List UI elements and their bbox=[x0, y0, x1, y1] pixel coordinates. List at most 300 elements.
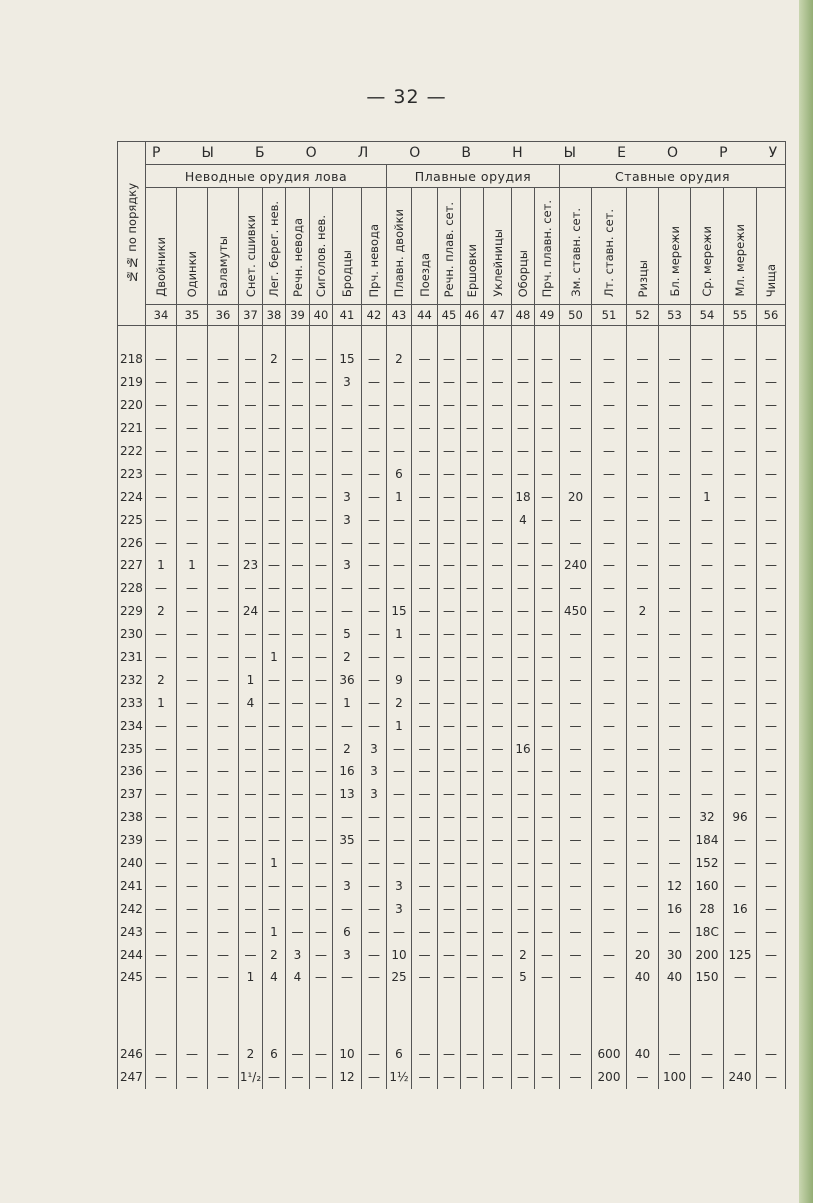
table-cell: — bbox=[592, 554, 627, 577]
table-cell: — bbox=[724, 485, 757, 508]
table-cell: — bbox=[362, 966, 387, 989]
table-cell: — bbox=[627, 783, 659, 806]
table-cell: — bbox=[310, 1066, 333, 1089]
table-cell: — bbox=[286, 852, 310, 875]
table-cell: — bbox=[387, 783, 412, 806]
row-number: 246 bbox=[118, 1043, 146, 1066]
table-cell: — bbox=[757, 600, 786, 623]
table-cell: — bbox=[362, 508, 387, 531]
table-cell: — bbox=[659, 394, 691, 417]
table-cell: — bbox=[286, 806, 310, 829]
table-cell: — bbox=[177, 691, 208, 714]
table-cell: — bbox=[560, 577, 592, 600]
table-cell: — bbox=[659, 920, 691, 943]
table-cell: — bbox=[724, 668, 757, 691]
table-cell: — bbox=[592, 577, 627, 600]
table-cell: 3 bbox=[333, 943, 362, 966]
table-cell: 240 bbox=[560, 554, 592, 577]
table-cell: — bbox=[438, 577, 461, 600]
table-cell: — bbox=[535, 646, 560, 669]
table-cell: — bbox=[208, 966, 239, 989]
column-header: Бродцы bbox=[333, 188, 362, 305]
table-cell: — bbox=[362, 829, 387, 852]
table-cell: — bbox=[412, 1066, 438, 1089]
table-cell: — bbox=[146, 783, 177, 806]
table-cell: — bbox=[535, 714, 560, 737]
table-cell: — bbox=[592, 897, 627, 920]
table-cell: — bbox=[627, 440, 659, 463]
column-header: Снет. сшивки bbox=[239, 188, 263, 305]
table-cell: — bbox=[362, 394, 387, 417]
table-cell: — bbox=[592, 371, 627, 394]
row-number: 219 bbox=[118, 371, 146, 394]
table-cell: — bbox=[535, 440, 560, 463]
table-cell: — bbox=[724, 646, 757, 669]
table-cell: — bbox=[438, 554, 461, 577]
row-number: 229 bbox=[118, 600, 146, 623]
table-cell: — bbox=[535, 600, 560, 623]
table-cell: — bbox=[239, 394, 263, 417]
column-number: 42 bbox=[362, 305, 387, 326]
banner-letter: Л bbox=[357, 145, 371, 161]
table-cell: — bbox=[592, 829, 627, 852]
table-cell: 40 bbox=[659, 966, 691, 989]
table-cell: — bbox=[560, 531, 592, 554]
table-cell: — bbox=[412, 1043, 438, 1066]
table-cell: — bbox=[724, 1043, 757, 1066]
table-cell: — bbox=[535, 623, 560, 646]
table-row bbox=[118, 577, 786, 600]
table-cell: — bbox=[310, 531, 333, 554]
table-cell: — bbox=[412, 531, 438, 554]
table-cell: 40 bbox=[627, 1043, 659, 1066]
fishing-gear-table bbox=[117, 141, 786, 1089]
table-cell: — bbox=[362, 417, 387, 440]
table-cell: — bbox=[659, 806, 691, 829]
table-cell: — bbox=[757, 554, 786, 577]
table-cell: — bbox=[691, 371, 724, 394]
table-cell: — bbox=[208, 623, 239, 646]
table-cell: — bbox=[208, 508, 239, 531]
banner-letter: О bbox=[305, 145, 319, 161]
table-cell: 1 bbox=[263, 852, 286, 875]
banner-letter: О bbox=[667, 145, 681, 161]
table-cell: — bbox=[535, 417, 560, 440]
table-cell: — bbox=[177, 371, 208, 394]
table-cell: — bbox=[412, 829, 438, 852]
table-cell: — bbox=[438, 691, 461, 714]
table-cell: — bbox=[757, 1066, 786, 1089]
table-cell: — bbox=[535, 531, 560, 554]
table-cell: — bbox=[438, 1066, 461, 1089]
table-cell: — bbox=[659, 737, 691, 760]
table-row bbox=[118, 874, 786, 897]
table-cell: — bbox=[691, 737, 724, 760]
table-cell: — bbox=[286, 554, 310, 577]
table-cell: — bbox=[757, 874, 786, 897]
column-number: 46 bbox=[461, 305, 484, 326]
table-cell: 125 bbox=[724, 943, 757, 966]
table-cell: — bbox=[512, 874, 535, 897]
table-cell: — bbox=[263, 829, 286, 852]
table-cell: — bbox=[208, 462, 239, 485]
table-cell: — bbox=[691, 462, 724, 485]
table-cell: — bbox=[310, 852, 333, 875]
table-cell: — bbox=[412, 691, 438, 714]
table-cell: — bbox=[724, 829, 757, 852]
table-cell: — bbox=[627, 394, 659, 417]
table-cell: — bbox=[484, 691, 512, 714]
table-cell: — bbox=[560, 897, 592, 920]
table-cell: — bbox=[286, 714, 310, 737]
table-cell: — bbox=[691, 623, 724, 646]
table-cell: — bbox=[461, 371, 484, 394]
table-row bbox=[118, 623, 786, 646]
table-cell: — bbox=[177, 508, 208, 531]
table-cell: — bbox=[286, 485, 310, 508]
table-cell: — bbox=[535, 371, 560, 394]
table-cell: — bbox=[659, 417, 691, 440]
table-cell: 6 bbox=[387, 1043, 412, 1066]
row-number: 238 bbox=[118, 806, 146, 829]
table-cell: — bbox=[484, 897, 512, 920]
table-cell: — bbox=[535, 897, 560, 920]
table-cell: — bbox=[286, 371, 310, 394]
table-cell: — bbox=[535, 554, 560, 577]
table-cell: — bbox=[239, 920, 263, 943]
table-row bbox=[118, 371, 786, 394]
table-cell: — bbox=[286, 760, 310, 783]
table-cell: — bbox=[286, 920, 310, 943]
table-cell: — bbox=[310, 1043, 333, 1066]
table-cell: — bbox=[387, 646, 412, 669]
table-cell: — bbox=[724, 600, 757, 623]
table-cell: — bbox=[461, 897, 484, 920]
table-cell: — bbox=[239, 508, 263, 531]
table-cell: — bbox=[757, 508, 786, 531]
table-cell: — bbox=[592, 920, 627, 943]
table-cell: — bbox=[263, 554, 286, 577]
table-cell: — bbox=[512, 462, 535, 485]
table-cell: — bbox=[177, 829, 208, 852]
table-cell: — bbox=[757, 829, 786, 852]
table-cell: — bbox=[659, 829, 691, 852]
table-cell: — bbox=[438, 348, 461, 371]
table-cell: — bbox=[627, 371, 659, 394]
row-number: 240 bbox=[118, 852, 146, 875]
column-number: 53 bbox=[659, 305, 691, 326]
table-cell: — bbox=[484, 577, 512, 600]
table-cell: — bbox=[627, 714, 659, 737]
table-cell: — bbox=[484, 646, 512, 669]
table-cell: — bbox=[659, 714, 691, 737]
table-cell: — bbox=[535, 462, 560, 485]
table-cell: — bbox=[208, 485, 239, 508]
table-cell: — bbox=[310, 508, 333, 531]
table-cell: — bbox=[535, 943, 560, 966]
table-cell: — bbox=[484, 394, 512, 417]
table-cell: — bbox=[438, 806, 461, 829]
table-cell: 16 bbox=[724, 897, 757, 920]
table-cell: — bbox=[560, 874, 592, 897]
table-cell: — bbox=[362, 920, 387, 943]
table-cell: — bbox=[208, 714, 239, 737]
table-cell: — bbox=[146, 737, 177, 760]
column-number: 35 bbox=[177, 305, 208, 326]
table-cell: — bbox=[263, 531, 286, 554]
table-cell: — bbox=[208, 829, 239, 852]
table-cell: — bbox=[362, 485, 387, 508]
table-cell: — bbox=[362, 462, 387, 485]
table-cell: 1 bbox=[263, 646, 286, 669]
table-cell: 6 bbox=[333, 920, 362, 943]
table-cell: — bbox=[362, 852, 387, 875]
table-cell: — bbox=[757, 966, 786, 989]
table-cell: — bbox=[146, 829, 177, 852]
table-cell: — bbox=[310, 806, 333, 829]
table-cell: — bbox=[412, 462, 438, 485]
table-cell: — bbox=[362, 691, 387, 714]
table-cell: — bbox=[659, 783, 691, 806]
table-row bbox=[118, 760, 786, 783]
group-stav-header: Ставные орудия bbox=[560, 165, 786, 188]
column-number: 55 bbox=[724, 305, 757, 326]
table-cell: — bbox=[560, 737, 592, 760]
table-cell: — bbox=[263, 874, 286, 897]
table-cell: — bbox=[362, 714, 387, 737]
table-cell: — bbox=[362, 646, 387, 669]
table-cell: — bbox=[438, 600, 461, 623]
row-number: 228 bbox=[118, 577, 146, 600]
table-cell: 4 bbox=[239, 691, 263, 714]
table-cell: 16 bbox=[659, 897, 691, 920]
table-cell: — bbox=[512, 417, 535, 440]
table-cell: — bbox=[560, 394, 592, 417]
table-cell: — bbox=[177, 623, 208, 646]
table-cell: — bbox=[757, 943, 786, 966]
table-cell: 6 bbox=[387, 462, 412, 485]
table-cell: — bbox=[484, 485, 512, 508]
table-cell: — bbox=[438, 508, 461, 531]
table-cell: — bbox=[691, 1043, 724, 1066]
column-number: 39 bbox=[286, 305, 310, 326]
table-cell: — bbox=[412, 897, 438, 920]
table-cell: — bbox=[512, 1043, 535, 1066]
table-cell: — bbox=[286, 691, 310, 714]
table-row bbox=[118, 897, 786, 920]
table-cell: — bbox=[757, 394, 786, 417]
table-cell: 6 bbox=[263, 1043, 286, 1066]
table-cell: — bbox=[757, 920, 786, 943]
table-cell: — bbox=[659, 440, 691, 463]
table-cell: — bbox=[484, 852, 512, 875]
table-cell: — bbox=[412, 417, 438, 440]
table-row bbox=[118, 531, 786, 554]
table-cell: — bbox=[412, 874, 438, 897]
table-cell: 100 bbox=[659, 1066, 691, 1089]
table-cell: — bbox=[757, 417, 786, 440]
table-cell: — bbox=[362, 874, 387, 897]
banner-letter: Б bbox=[254, 145, 267, 161]
table-cell: — bbox=[286, 668, 310, 691]
table-cell: — bbox=[362, 577, 387, 600]
table-cell: 1 bbox=[146, 691, 177, 714]
table-cell: — bbox=[239, 348, 263, 371]
column-number: 49 bbox=[535, 305, 560, 326]
table-cell: — bbox=[208, 920, 239, 943]
table-cell: — bbox=[208, 943, 239, 966]
table-cell: — bbox=[387, 829, 412, 852]
table-cell: — bbox=[512, 348, 535, 371]
table-cell: — bbox=[627, 348, 659, 371]
table-cell: — bbox=[627, 920, 659, 943]
table-cell: — bbox=[461, 531, 484, 554]
table-cell: — bbox=[263, 737, 286, 760]
table-cell: — bbox=[387, 852, 412, 875]
table-cell: — bbox=[310, 943, 333, 966]
table-cell: — bbox=[177, 1043, 208, 1066]
table-cell: — bbox=[146, 577, 177, 600]
table-cell: — bbox=[691, 714, 724, 737]
table-cell: 9 bbox=[387, 668, 412, 691]
table-cell: — bbox=[560, 1066, 592, 1089]
table-cell: — bbox=[757, 531, 786, 554]
table-cell: 24 bbox=[239, 600, 263, 623]
table-cell: — bbox=[146, 920, 177, 943]
table-cell: — bbox=[438, 531, 461, 554]
table-cell: — bbox=[177, 485, 208, 508]
table-cell: — bbox=[535, 508, 560, 531]
table-cell: — bbox=[592, 600, 627, 623]
table-cell: — bbox=[627, 531, 659, 554]
table-cell: — bbox=[310, 829, 333, 852]
table-cell: — bbox=[691, 531, 724, 554]
table-cell: — bbox=[659, 646, 691, 669]
table-cell: — bbox=[362, 531, 387, 554]
table-cell: — bbox=[333, 897, 362, 920]
table-cell: — bbox=[461, 440, 484, 463]
table-cell: — bbox=[757, 714, 786, 737]
table-row bbox=[118, 668, 786, 691]
table-cell: — bbox=[286, 440, 310, 463]
table-cell: — bbox=[310, 462, 333, 485]
table-cell: — bbox=[724, 508, 757, 531]
table-cell: — bbox=[627, 417, 659, 440]
table-cell: — bbox=[461, 783, 484, 806]
table-cell: — bbox=[691, 668, 724, 691]
row-number: 234 bbox=[118, 714, 146, 737]
table-cell: — bbox=[592, 623, 627, 646]
table-cell: — bbox=[535, 485, 560, 508]
table-cell: — bbox=[286, 1043, 310, 1066]
table-cell: — bbox=[286, 577, 310, 600]
row-number: 237 bbox=[118, 783, 146, 806]
column-header: Прч. невода bbox=[362, 188, 387, 305]
table-cell: — bbox=[412, 783, 438, 806]
row-number: 226 bbox=[118, 531, 146, 554]
table-cell: — bbox=[286, 623, 310, 646]
table-cell: — bbox=[461, 760, 484, 783]
column-number: 56 bbox=[757, 305, 786, 326]
table-cell: — bbox=[239, 577, 263, 600]
table-cell: — bbox=[310, 600, 333, 623]
table-cell: — bbox=[208, 531, 239, 554]
table-cell: — bbox=[461, 668, 484, 691]
table-cell: 15 bbox=[333, 348, 362, 371]
table-cell: — bbox=[560, 1043, 592, 1066]
table-cell: — bbox=[592, 485, 627, 508]
table-cell: — bbox=[592, 783, 627, 806]
section-banner bbox=[146, 142, 786, 165]
table-cell: — bbox=[263, 668, 286, 691]
table-cell: 3 bbox=[286, 943, 310, 966]
table-cell: — bbox=[362, 943, 387, 966]
table-cell: 32 bbox=[691, 806, 724, 829]
table-cell: — bbox=[757, 737, 786, 760]
table-cell: — bbox=[484, 829, 512, 852]
table-cell: — bbox=[177, 920, 208, 943]
table-row bbox=[118, 554, 786, 577]
table-cell: 152 bbox=[691, 852, 724, 875]
table-cell: — bbox=[592, 668, 627, 691]
table-cell: — bbox=[387, 577, 412, 600]
table-cell: 30 bbox=[659, 943, 691, 966]
table-cell: — bbox=[412, 737, 438, 760]
banner-letter: Е bbox=[617, 145, 628, 161]
table-cell: — bbox=[412, 440, 438, 463]
column-header: Зм. ставн. сет. bbox=[560, 188, 592, 305]
table-cell: — bbox=[438, 646, 461, 669]
table-cell: 16 bbox=[333, 760, 362, 783]
column-header: Ризцы bbox=[627, 188, 659, 305]
table-cell: — bbox=[659, 852, 691, 875]
row-number: 220 bbox=[118, 394, 146, 417]
column-header: Двойники bbox=[146, 188, 177, 305]
table-cell: — bbox=[263, 897, 286, 920]
table-cell: — bbox=[560, 966, 592, 989]
table-cell: — bbox=[146, 485, 177, 508]
table-cell: — bbox=[724, 577, 757, 600]
table-cell: — bbox=[146, 348, 177, 371]
table-cell: 36 bbox=[333, 668, 362, 691]
table-cell: — bbox=[310, 417, 333, 440]
table-cell: 3 bbox=[333, 485, 362, 508]
table-cell: — bbox=[412, 623, 438, 646]
table-cell: — bbox=[286, 897, 310, 920]
table-cell: — bbox=[310, 646, 333, 669]
table-cell: — bbox=[412, 668, 438, 691]
table-cell: — bbox=[627, 646, 659, 669]
table-cell: — bbox=[560, 943, 592, 966]
table-cell: — bbox=[438, 874, 461, 897]
table-cell: — bbox=[412, 806, 438, 829]
table-cell: — bbox=[263, 623, 286, 646]
table-cell: — bbox=[659, 600, 691, 623]
table-cell: — bbox=[757, 485, 786, 508]
table-cell: — bbox=[177, 440, 208, 463]
row-number: 244 bbox=[118, 943, 146, 966]
table-cell: — bbox=[560, 440, 592, 463]
table-cell: — bbox=[592, 531, 627, 554]
table-cell: — bbox=[239, 737, 263, 760]
table-cell: — bbox=[512, 668, 535, 691]
table-cell: — bbox=[146, 714, 177, 737]
table-cell: — bbox=[560, 348, 592, 371]
table-cell: — bbox=[208, 577, 239, 600]
table-cell: — bbox=[691, 394, 724, 417]
table-cell: — bbox=[177, 646, 208, 669]
table-cell: — bbox=[310, 668, 333, 691]
